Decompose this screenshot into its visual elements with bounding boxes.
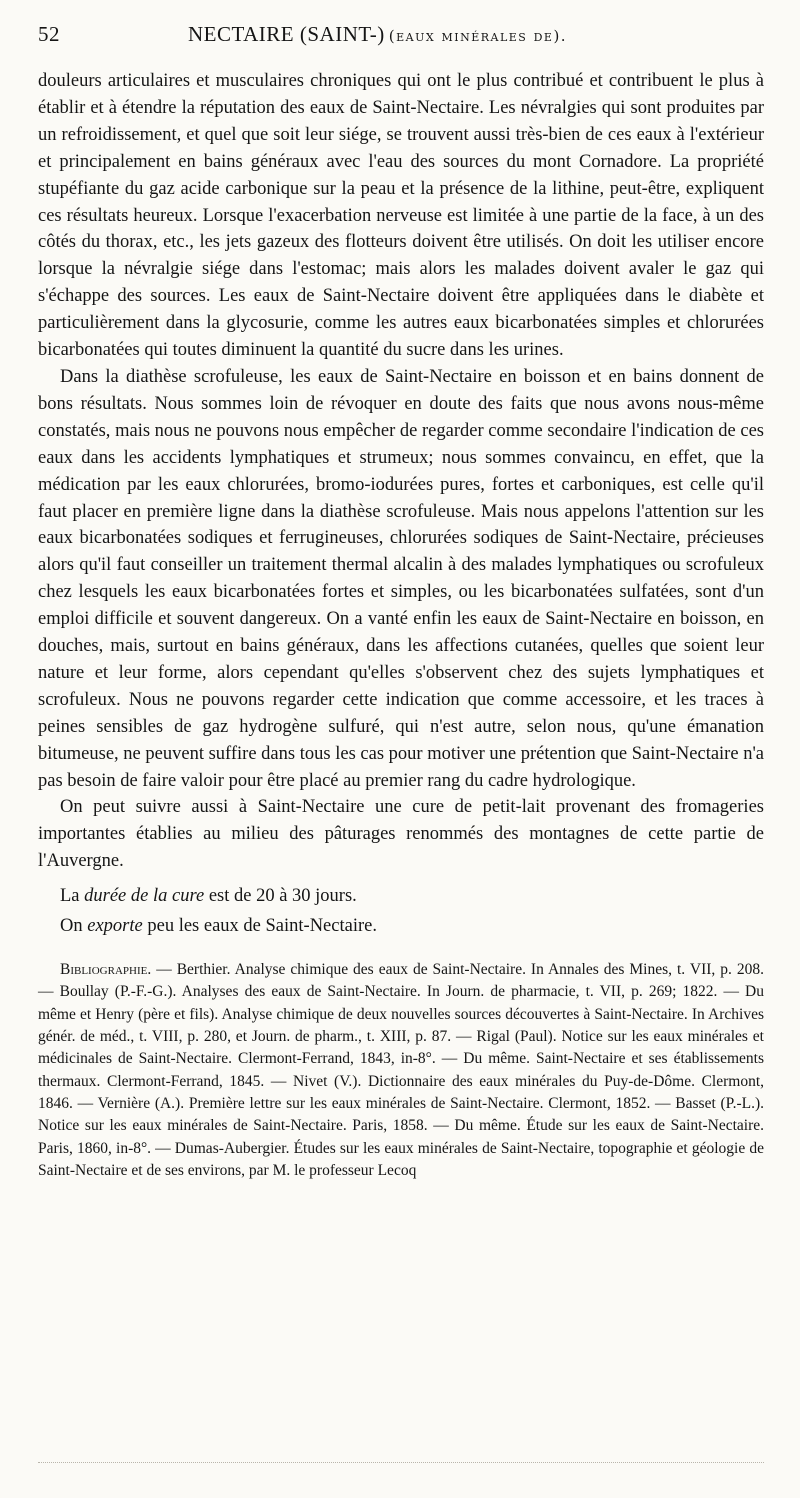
running-title: NECTAIRE (SAINT-) — [188, 22, 385, 46]
bibliography — [38, 959, 764, 1182]
cure-duration-line: La durée de la cure est de 20 à 30 jours. — [60, 886, 357, 907]
main-text — [38, 68, 764, 875]
bibliography-label: Bibliographie. — — [60, 961, 172, 979]
page-number: 52 — [38, 22, 60, 46]
paragraph-scrofula: Dans la diathèse scrofuleuse, les eaux de Saint-Nectaire en boisson et en bains donnent de bons résultats. Nous sommes loin de révoquer en doute des faits que nous avons nous-même constatés, mais nous ne pouvons nous empêcher de regarder comme secondaire l'indication de ces eaux dans les accidents lymphatiques et strumeux; nous sommes convaincu, en effet, que la médication par les eaux chlorurées, bromo-iodurées pures, fortes et carboniques, est celle qu'il faut placer en première ligne dans la diathèse scrofuleuse. Mais nous appelons l'attention sur les eaux bicarbonatées sodiques et ferrugineuses, chlorurées sodiques de Saint-Nectaire, précieuses alors qu'il faut conseiller un traitement thermal alcalin à des malades lymphatiques ou scrofuleux chez lesquels les eaux bicarbonatées fortes et simples, ou les bicarbonatées sulfatées, sont d'un emploi difficile et souvent dangereux. On a vanté enfin les eaux de Saint-Nectaire en boisson, en douches, mais, surtout en bains généraux, dans les affections cutanées, quelles que soient leur nature et leur forme, alors cependant qu'elles s'observent chez des sujets lymphatiques et scrofuleux. Nous ne pouvons regarder cette indication que comme accessoire, et les traces à peines sensibles de gaz hydrogène sulfuré, qui n'est autre, selon nous, qu'une émanation bitumeuse, ne peuvent suffire dans tous les cas pour motiver une prétention que Saint-Nectaire n'a pas besoin de faire valoir pour être placé au premier rang du cadre hydrologique. — [38, 366, 764, 791]
cure-notes — [38, 881, 764, 941]
export-line: On exporte peu les eaux de Saint-Nectaire. — [60, 916, 377, 937]
paragraph-petit-lait: On peut suivre aussi à Saint-Nectaire une cure de petit-lait provenant des fromageries importantes établies au milieu des pâturages renommés des montagnes de cette partie de l'Auvergne. — [38, 797, 764, 872]
bibliography-text: Berthier. Analyse chimique des eaux de Saint-Nectaire. In Annales des Mines, t. VII, p. 208. — Boullay (P.-F.-G.). Analyses des eaux de Saint-Nectaire. In Journ. de pharmacie, t. VII, p. 269; 1822. — Du même et Henry (père et fils). Analyse chimique de deux nouvelles sources découvertes à Saint-Nectaire. In Archives génér. de méd., t. VIII, p. 280, et Journ. de pharm., t. XIII, p. 87. — Rigal (Paul). Notice sur les eaux minérales et médicinales de Saint-Nectaire. Clermont-Ferrand, 1843, in-8°. — Du même. Saint-Nectaire et ses établissements thermaux. Clermont-Ferrand, 1845. — Nivet (V.). Dictionnaire des eaux minérales du Puy-de-Dôme. Clermont, 1846. — Vernière (A.). Première lettre sur les eaux minérales de Saint-Nectaire. Clermont, 1852. — Basset (P.-L.). Notice sur les eaux minérales de Saint-Nectaire. Paris, 1858. — Du même. Étude sur les eaux de Saint-Nectaire. Paris, 1860, in-8°. — Dumas-Aubergier. Études sur les eaux minérales de Saint-Nectaire, topographie et géologie de Saint-Nectaire et de ses environs, par M. le professeur Lecoq — [38, 961, 764, 1179]
running-header — [38, 22, 764, 60]
footer-rule — [38, 1462, 764, 1463]
running-subtitle: (eaux minérales de). — [388, 27, 568, 45]
paragraph-neuralgia: douleurs articulaires et musculaires chroniques qui ont le plus contribué et contribuent le plus à établir et à étendre la réputation des eaux de Saint-Nectaire. Les névralgies qui sont produites par un refroidissement, et quel que soit leur siége, se trouvent aussi très-bien de ces eaux à l'extérieur et principalement en bains généraux avec l'eau des sources du mont Cornadore. La propriété stupéfiante du gaz acide carbonique sur la peau et la présence de la lithine, peut-être, expliquent ces résultats heureux. Lorsque l'exacerbation nerveuse est limitée à une partie de la face, à un des côtés du thorax, etc., les jets gazeux des flotteurs doivent être utilisés. On doit les utiliser encore lorsque la névralgie siége dans l'estomac; mais alors les malades doivent avaler le gaz qui s'échappe des sources. Les eaux de Saint-Nectaire doivent être appliquées dans le diabète et particulièrement dans la glycosurie, comme les autres eaux bicarbonatées simples et chlorurées bicarbonatées qui toutes diminuent la quantité du sucre dans les urines. — [38, 71, 764, 361]
